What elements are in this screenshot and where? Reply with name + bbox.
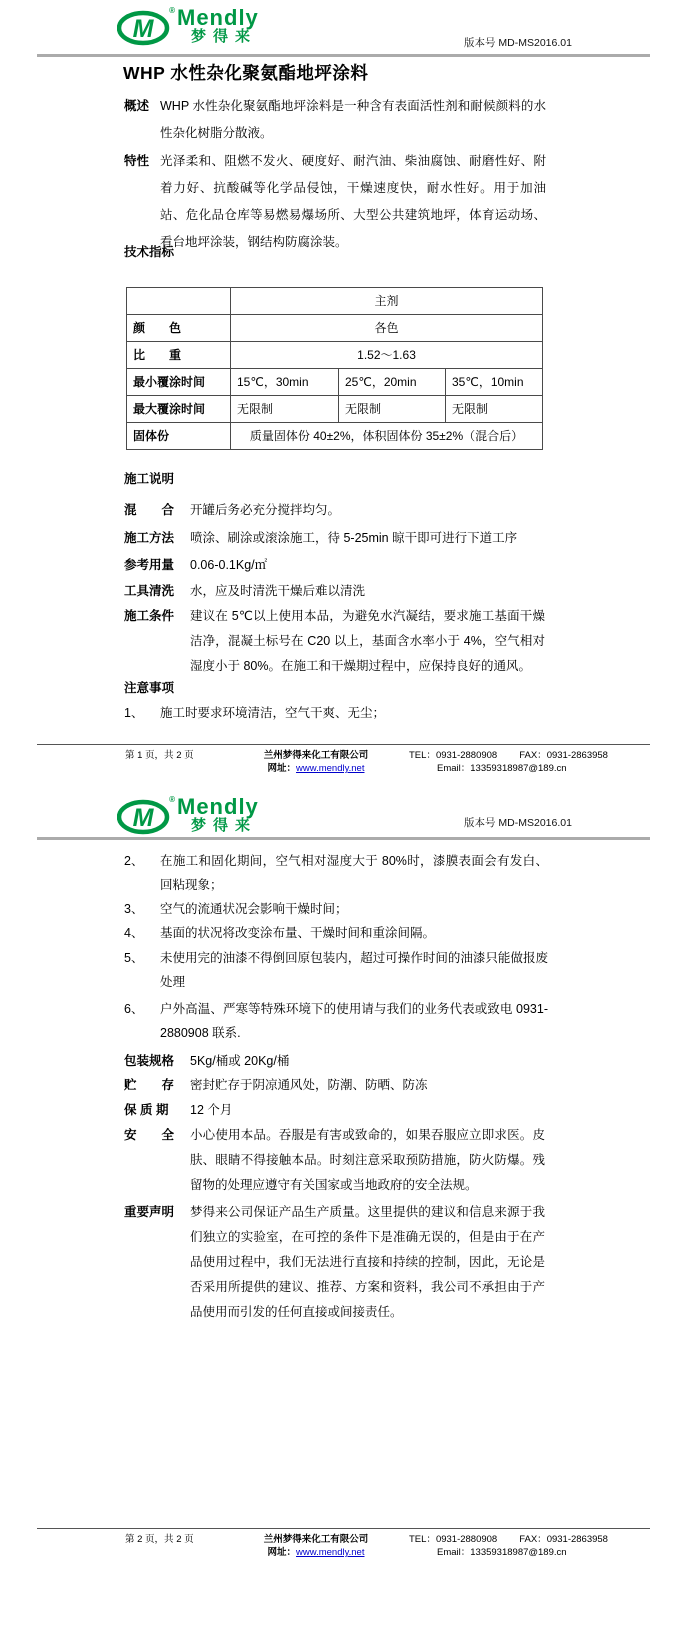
- precautions-title: 注意事项: [124, 681, 175, 695]
- page-number-p1: 第 1 页，共 2 页: [125, 750, 194, 761]
- overview-section: [124, 93, 546, 147]
- table-row-max-recoat: [127, 396, 543, 423]
- tel-p2: [409, 1533, 497, 1546]
- max-recoat-2: 无限制: [339, 396, 446, 423]
- max-recoat-3: 无限制: [446, 396, 543, 423]
- precaution-item-6: [124, 997, 548, 1045]
- svg-text:M: M: [132, 15, 154, 43]
- table-row-solids: [127, 423, 543, 450]
- page-footer-p2: [37, 1533, 650, 1559]
- fax-value-p2: 0931-2863958: [546, 1534, 608, 1545]
- product-title: WHP 水性杂化聚氨酯地坪涂料: [123, 63, 369, 83]
- footer-divider-p1: [37, 744, 650, 745]
- features-text: 光泽柔和、阻燃不发火、硬度好、耐汽油、柴油腐蚀、耐磨性好、附着力好、抗酸碱等化学品侵蚀，干燥速度快，耐水性好。用于加油站、危化品仓库等易燃易爆场所、大型公共建筑地坪，体育运动场、看台地坪涂装，钢结构防腐涂装。: [160, 154, 546, 249]
- disclaimer-row: [124, 1200, 545, 1325]
- precaution-item-5: [124, 946, 548, 994]
- construction-title: 施工说明: [124, 472, 175, 486]
- fax-value-p1: 0931-2863958: [546, 750, 608, 761]
- page-footer-p1: [37, 749, 650, 775]
- overview-text: WHP 水性杂化聚氨酯地坪涂料是一种含有表面活性剂和耐候颜料的水性杂化树脂分散液。: [160, 99, 546, 140]
- min-recoat-label: 最小覆涂时间: [127, 369, 231, 396]
- packaging-text: 5Kg/桶或 20Kg/桶: [190, 1054, 290, 1068]
- tool-cleaning-row: [124, 579, 545, 604]
- tel-value-p1: 0931-2880908: [435, 750, 498, 761]
- application-method-label: 施工方法: [124, 531, 175, 545]
- coverage-row: [124, 553, 545, 578]
- precaution-item-1: [124, 701, 548, 725]
- storage-text: 密封贮存于阴凉通风处，防潮、防晒、防冻: [190, 1078, 428, 1092]
- table-row-min-recoat: [127, 369, 543, 396]
- footer-company-block-p2: [237, 1533, 395, 1559]
- company-logo: [117, 5, 259, 46]
- fax-label-p1: FAX：: [519, 750, 547, 761]
- mendly-logo-mark-icon-p2: [117, 797, 173, 835]
- email-line-p2: [437, 1546, 650, 1559]
- disclaimer-text: 梦得来公司保证产品生产质量。这里提供的建议和信息来源于我们独立的实验室，在可控的条件下是准确无误的，但是由于在产品使用过程中，我们无法进行直接和持续的控制，因此，无论是否采用所提供的建议、推荐、方案和资料，我公司不承担由于产品使用而引发的任何直接或间接责任。: [190, 1205, 545, 1319]
- precaution-1-text: 施工时要求环境清洁，空气干爽、无尘；: [160, 706, 386, 720]
- fax-p2: [519, 1533, 608, 1546]
- max-recoat-1: 无限制: [231, 396, 339, 423]
- table-corner-cell: [127, 288, 231, 315]
- density-label: 比 重: [127, 342, 231, 369]
- mixing-row: [124, 498, 545, 523]
- table-main-header: 主剂: [231, 288, 543, 315]
- company-name-p2: 兰州梦得来化工有限公司: [263, 1534, 369, 1545]
- precaution-3-number: 3、: [124, 902, 144, 916]
- brand-name-en: Mendly: [177, 5, 259, 30]
- email-value-p1: 13359318987@189.cn: [470, 763, 567, 774]
- precaution-5-text: 未使用完的油漆不得倒回原包装内，超过可操作时间的油漆只能做报废处理: [160, 951, 548, 989]
- brand-name-cn-p2: 梦得来: [191, 817, 258, 834]
- logo-text-p2: [177, 794, 259, 834]
- coverage-label: 参考用量: [124, 558, 175, 572]
- fax-p1: [519, 749, 608, 762]
- website-label-p1: 网址：: [267, 763, 297, 774]
- brand-name-en-p2: Mendly: [177, 794, 259, 819]
- tech-specs-table: [126, 287, 543, 450]
- overview-label: 概述: [124, 99, 150, 113]
- storage-label: 贮 存: [124, 1078, 175, 1092]
- precaution-item-4: [124, 921, 548, 945]
- header-divider-p1: [37, 54, 650, 57]
- precaution-5-number: 5、: [124, 951, 144, 965]
- website-line-p2: [237, 1546, 395, 1559]
- version-number-p2: 版本号 MD-MS2016.01: [464, 817, 572, 829]
- min-recoat-35c: 35℃，10min: [446, 369, 543, 396]
- conditions-label: 施工条件: [124, 609, 175, 623]
- min-recoat-25c: 25℃，20min: [339, 369, 446, 396]
- precaution-2-text: 在施工和固化期间，空气相对湿度大于 80%时，漆膜表面会有发白、回粘现象；: [160, 854, 548, 892]
- tel-label-p2: TEL：: [409, 1534, 436, 1545]
- max-recoat-label: 最大覆涂时间: [127, 396, 231, 423]
- email-label-p1: Email：: [437, 763, 471, 774]
- precaution-2-number: 2、: [124, 854, 144, 868]
- company-name-p1: 兰州梦得来化工有限公司: [263, 750, 369, 761]
- density-value: 1.52～1.63: [231, 342, 543, 369]
- table-row-density: [127, 342, 543, 369]
- safety-text: 小心使用本品。吞服是有害或致命的，如果吞服应立即求医。皮肤、眼睛不得接触本品。时刻注意采取预防措施，防火防爆。残留物的处理应遵守有关国家或当地政府的安全法规。: [190, 1128, 545, 1192]
- packaging-row: [124, 1049, 545, 1074]
- website-link-p2[interactable]: www.mendly.net: [296, 1547, 365, 1558]
- color-value: 各色: [231, 315, 543, 342]
- application-method-text: 喷涂、刷涂或滚涂施工，待 5-25min 晾干即可进行下道工序: [190, 531, 518, 545]
- website-line-p1: [237, 762, 395, 775]
- header-divider-p2: [37, 837, 650, 840]
- tool-cleaning-text: 水，应及时清洗干燥后难以清洗: [190, 584, 366, 598]
- logo-text: [177, 5, 259, 45]
- disclaimer-label: 重要声明: [124, 1205, 175, 1219]
- website-label-p2: 网址：: [267, 1547, 297, 1558]
- solids-label: 固体份: [127, 423, 231, 450]
- solids-value: 质量固体份 40±2%，体积固体份 35±2%（混合后）: [231, 423, 543, 450]
- application-method-row: [124, 526, 545, 551]
- email-value-p2: 13359318987@189.cn: [470, 1547, 567, 1558]
- safety-label: 安 全: [124, 1128, 175, 1142]
- footer-contact-block-p2: [409, 1533, 650, 1559]
- features-section: [124, 148, 546, 256]
- precaution-4-text: 基面的状况将改变涂布量、干燥时间和重涂间隔。: [160, 926, 436, 940]
- precaution-item-2: [124, 849, 548, 897]
- mendly-logo-mark-icon: [117, 8, 173, 46]
- conditions-row: [124, 604, 545, 679]
- conditions-text: 建议在 5℃以上使用本品，为避免水汽凝结，要求施工基面干燥洁净，混凝土标号在 C20 以上，基面含水率小于 4%，空气相对湿度小于 80%。在施工和干燥期过程中，应保持良好的通风。: [190, 609, 545, 673]
- packaging-label: 包装规格: [124, 1054, 175, 1068]
- precaution-1-number: 1、: [124, 706, 144, 720]
- precaution-3-text: 空气的流通状况会影响干燥时间；: [160, 902, 348, 916]
- precaution-item-3: [124, 897, 548, 921]
- min-recoat-15c: 15℃，30min: [231, 369, 339, 396]
- tool-cleaning-label: 工具清洗: [124, 584, 175, 598]
- email-label-p2: Email：: [437, 1547, 471, 1558]
- svg-text:M: M: [132, 804, 154, 832]
- website-link-p1[interactable]: www.mendly.net: [296, 763, 365, 774]
- company-logo-p2: [117, 794, 259, 835]
- tel-fax-line-p2: [409, 1533, 650, 1546]
- footer-divider-p2: [37, 1528, 650, 1529]
- precaution-6-text: 户外高温、严寒等特殊环境下的使用请与我们的业务代表或致电 0931-2880908 联系.: [160, 1002, 548, 1040]
- tel-label-p1: TEL：: [409, 750, 436, 761]
- coverage-text: 0.06-0.1Kg/㎡: [190, 558, 268, 572]
- shelf-life-label: 保 质 期: [124, 1103, 169, 1117]
- footer-company-block-p1: [237, 749, 395, 775]
- mixing-label: 混 合: [124, 503, 175, 517]
- brand-name-cn: 梦得来: [191, 28, 258, 45]
- tel-fax-line-p1: [409, 749, 650, 762]
- email-line-p1: [437, 762, 650, 775]
- tel-value-p2: 0931-2880908: [435, 1534, 498, 1545]
- table-row-header: [127, 288, 543, 315]
- features-label: 特性: [124, 154, 150, 168]
- mixing-text: 开罐后务必充分搅拌均匀。: [190, 503, 341, 517]
- shelf-life-row: [124, 1098, 545, 1123]
- tech-specs-title: 技术指标: [124, 245, 175, 259]
- table-row-color: [127, 315, 543, 342]
- tel-p1: [409, 749, 497, 762]
- safety-row: [124, 1123, 545, 1198]
- color-label: 颜 色: [127, 315, 231, 342]
- registered-trademark-icon-p2: ®: [169, 795, 175, 804]
- registered-trademark-icon: ®: [169, 6, 175, 15]
- page-number-p2: 第 2 页，共 2 页: [125, 1534, 194, 1545]
- version-number-p1: 版本号 MD-MS2016.01: [464, 37, 572, 49]
- precaution-6-number: 6、: [124, 1002, 144, 1016]
- precaution-4-number: 4、: [124, 926, 144, 940]
- fax-label-p2: FAX：: [519, 1534, 547, 1545]
- shelf-life-text: 12 个月: [190, 1103, 233, 1117]
- storage-row: [124, 1073, 545, 1098]
- footer-contact-block-p1: [409, 749, 650, 775]
